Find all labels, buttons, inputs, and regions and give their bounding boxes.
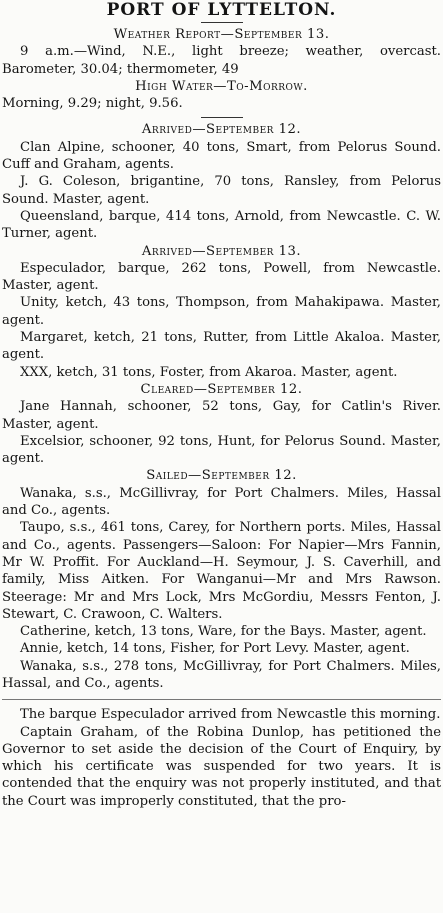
list-item: Queensland, barque, 414 tons, Arnold, from Newcastle. C. W. Turner, agent. — [2, 208, 441, 242]
page-title: PORT OF LYTTELTON. — [106, 0, 337, 20]
high-water-heading: High Water—To-Morrow. — [135, 78, 308, 94]
list-item: Clan Alpine, schooner, 40 tons, Smart, from Pelorus Sound. Cuff and Graham, agents. — [2, 139, 441, 173]
news-paragraph: Captain Graham, of the Robina Dunlop, has petitioned the Governor to set aside the decision of the Court of Enquiry, by which his certificate was suspended for two years. It is contended that the enquiry was not properly instituted, and that the Court was improperly constituted, that the pro- — [2, 724, 441, 809]
list-item: Taupo, s.s., 461 tons, Carey, for Northern ports. Miles, Hassal and Co., agents. Passengers—Saloon: For Napier—Mrs Fannin, Mr W. Proffit. For Auckland—H. Seymour, J. S. Caverhill, and family, Miss Aitken. For Wanganui—Mr and Mrs Rawson. Steerage: Mr and Mrs Lock, Mrs McGordiu, Messrs Fenton, J. Stewart, C. Crawoon, C. Walters. — [2, 520, 441, 622]
arrived-13-heading: Arrived—September 13. — [141, 243, 302, 259]
arrived-12-heading: Arrived—September 12. — [141, 122, 302, 138]
weather-text: 9 a.m.—Wind, N.E., light breeze; weather, overcast. Barometer, 30.04; thermometer, 49 — [2, 44, 441, 77]
list-item: Wanaka, s.s., 278 tons, McGillivray, for Port Chalmers. Miles, Hassal, and Co., agents. — [2, 658, 441, 691]
list-item: Wanaka, s.s., McGillivray, for Port Chalmers. Miles, Hassal and Co., agents. — [2, 485, 441, 519]
list-item: Jane Hannah, schooner, 52 tons, Gay, for Catlin's River. Master, agent. — [2, 399, 441, 432]
column-divider — [2, 699, 441, 700]
cleared-12-heading: Cleared—September 12. — [140, 381, 303, 397]
list-item: Catherine, ketch, 13 tons, Ware, for the Bays. Master, agent. — [20, 624, 427, 640]
list-item: Excelsior, schooner, 92 tons, Hunt, for Pelorus Sound. Master, agent. — [2, 433, 441, 467]
list-item: Margaret, ketch, 21 tons, Rutter, from Little Akaloa. Master, agent. — [2, 330, 441, 363]
title-rule — [201, 22, 243, 23]
section-rule — [201, 117, 243, 118]
list-item: J. G. Coleson, brigantine, 70 tons, Ransley, from Pelorus Sound. Master, agent. — [2, 174, 441, 207]
list-item: XXX, ketch, 31 tons, Foster, from Akaroa. Master, agent. — [20, 364, 398, 380]
weather-heading: Weather Report—September 13. — [113, 27, 330, 42]
list-item: Especulador, barque, 262 tons, Powell, from Newcastle. Master, agent. — [2, 260, 441, 294]
high-water-text: Morning, 9.29; night, 9.56. — [2, 96, 183, 112]
news-paragraph: The barque Especulador arrived from Newcastle this morning. — [20, 707, 441, 723]
list-item: Annie, ketch, 14 tons, Fisher, for Port Levy. Master, agent. — [20, 641, 410, 657]
sailed-12-heading: Sailed—September 12. — [146, 468, 297, 484]
list-item: Unity, ketch, 43 tons, Thompson, from Mahakipawa. Master, agent. — [2, 295, 441, 328]
